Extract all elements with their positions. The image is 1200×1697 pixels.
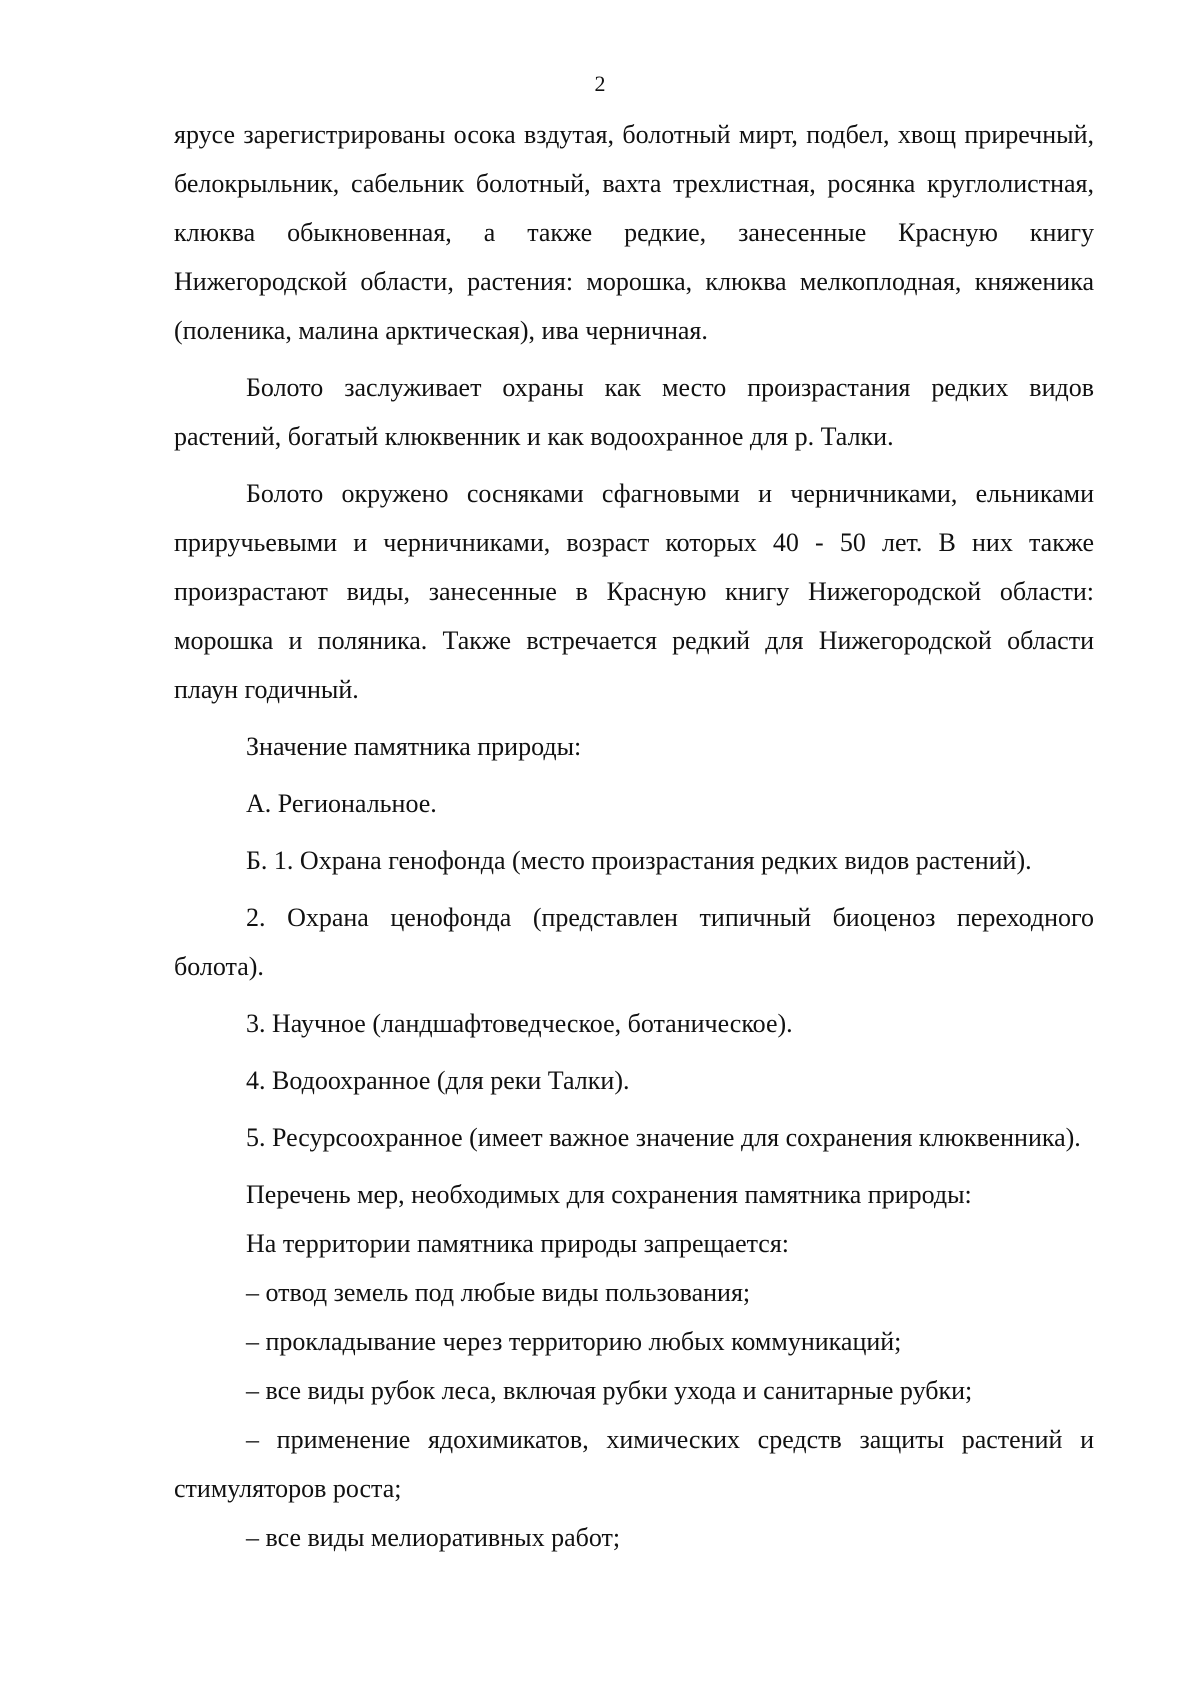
- list-item: 5. Ресурсоохранное (имеет важное значение для сохранения клюквенника).: [246, 1123, 1081, 1152]
- list-item: – все виды рубок леса, включая рубки ухода и санитарные рубки;: [246, 1376, 973, 1405]
- list-item: А. Региональное.: [246, 789, 437, 818]
- paragraph-continuation: ярусе зарегистрированы осока вздутая, болотный мирт, подбел, хвощ приречный, белокрыльник, сабельник болотный, вахта трехлистная, росянка круглолистная, клюква обыкновенная, а также редкие, занесенные Красную книгу Нижегородской области, растения: морошка, клюква мелкоплодная, княженика (поленика, малина арктическая), ива черничная.: [174, 120, 1094, 345]
- list-item: 4. Водоохранное (для реки Талки).: [246, 1066, 630, 1095]
- list-item: – прокладывание через территорию любых коммуникаций;: [246, 1327, 902, 1356]
- list-item: 2. Охрана ценофонда (представлен типичный биоценоз переходного болота).: [174, 903, 1094, 981]
- list-item: Б. 1. Охрана генофонда (место произрастания редких видов растений).: [246, 846, 1032, 875]
- list-item: – отвод земель под любые виды пользования;: [246, 1278, 751, 1307]
- paragraph: Болото заслуживает охраны как место произрастания редких видов растений, богатый клюквенник и как водоохранное для р. Талки.: [174, 373, 1094, 451]
- list-item: – применение ядохимикатов, химических средств защиты растений и стимуляторов роста;: [174, 1425, 1094, 1503]
- document-body: [174, 110, 1094, 1562]
- section-heading: Перечень мер, необходимых для сохранения памятника природы:: [246, 1180, 972, 1209]
- paragraph: На территории памятника природы запрещается:: [246, 1229, 790, 1258]
- section-heading: Значение памятника природы:: [246, 732, 582, 761]
- paragraph: Болото окружено сосняками сфагновыми и черничниками, ельниками приручьевыми и черничниками, возраст которых 40 - 50 лет. В них также произрастают виды, занесенные в Красную книгу Нижегородской области: морошка и поляника. Также встречается редкий для Нижегородской области плаун годичный.: [174, 479, 1094, 704]
- list-item: – все виды мелиоративных работ;: [246, 1523, 621, 1552]
- page-number: 2: [594, 71, 606, 96]
- list-item: 3. Научное (ландшафтоведческое, ботаническое).: [246, 1009, 793, 1038]
